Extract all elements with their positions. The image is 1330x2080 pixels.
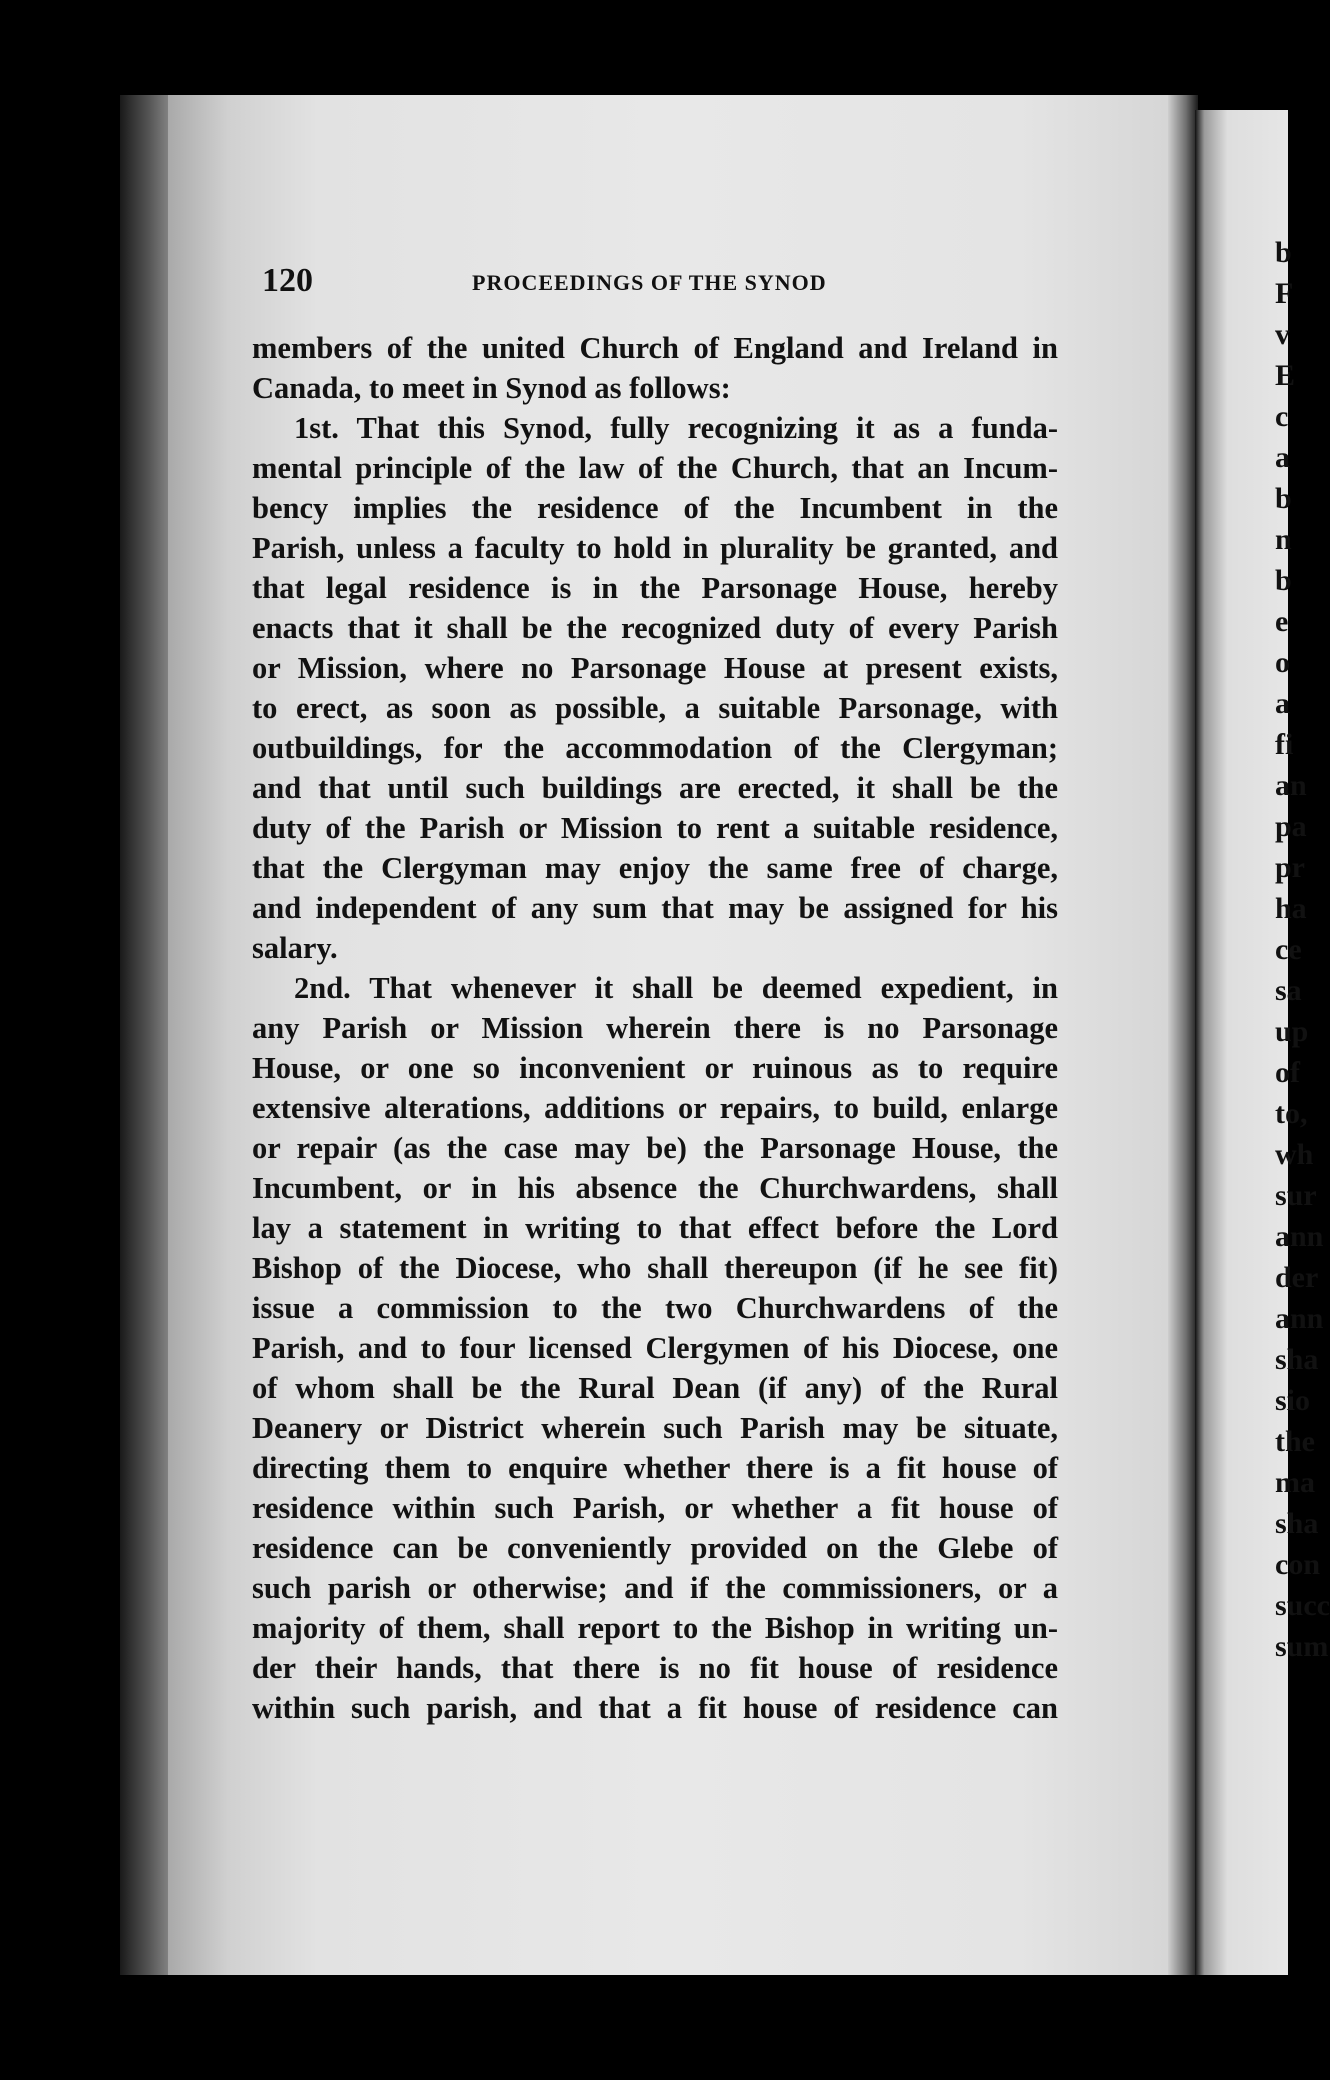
- adjacent-line-fragment: der: [1275, 1261, 1319, 1294]
- adjacent-line-fragment: ha: [1275, 892, 1307, 925]
- adjacent-line-fragment: pr: [1275, 851, 1305, 884]
- text-line: Parish, unless a faculty to hold in plurality be granted, and: [252, 531, 1058, 565]
- adjacent-line-fragment: E: [1275, 359, 1296, 392]
- text-line: and independent of any sum that may be assigned for his: [252, 891, 1058, 925]
- adjacent-line-fragment: ann: [1275, 1302, 1324, 1335]
- adjacent-line-fragment: sha: [1275, 1507, 1319, 1540]
- adjacent-line-fragment: sio: [1275, 1384, 1311, 1417]
- text-line: bency implies the residence of the Incumbent in the: [252, 491, 1058, 525]
- adjacent-line-fragment: sur: [1275, 1179, 1317, 1212]
- text-line: der their hands, that there is no fit house of residence: [252, 1651, 1058, 1685]
- text-line: majority of them, shall report to the Bishop in writing un-: [252, 1611, 1058, 1645]
- adjacent-line-fragment: up: [1275, 1015, 1309, 1048]
- adjacent-line-fragment: o: [1275, 646, 1290, 679]
- adjacent-line-fragment: sum: [1275, 1630, 1329, 1663]
- adjacent-line-fragment: sha: [1275, 1343, 1319, 1376]
- adjacent-line-fragment: F: [1275, 277, 1294, 310]
- adjacent-line-fragment: e: [1275, 605, 1289, 638]
- text-line: salary.: [252, 931, 338, 965]
- adjacent-line-fragment: fi: [1275, 728, 1294, 761]
- text-line: House, or one so inconvenient or ruinous as to require: [252, 1051, 1058, 1085]
- adjacent-line-fragment: an: [1275, 769, 1307, 802]
- text-line: residence within such Parish, or whether a fit house of: [252, 1491, 1058, 1525]
- text-line: 1st. That this Synod, fully recognizing it as a funda-: [294, 411, 1058, 445]
- adjacent-line-fragment: n: [1275, 523, 1292, 556]
- text-line: of whom shall be the Rural Dean (if any) of the Rural: [252, 1371, 1058, 1405]
- adjacent-line-fragment: con: [1275, 1548, 1320, 1581]
- text-line: Deanery or District wherein such Parish may be situate,: [252, 1411, 1058, 1445]
- text-line: outbuildings, for the accommodation of the Clergyman;: [252, 731, 1058, 765]
- text-line: issue a commission to the two Churchwardens of the: [252, 1291, 1058, 1325]
- adjacent-line-fragment: the: [1275, 1425, 1315, 1458]
- adjacent-line-fragment: succ: [1275, 1589, 1330, 1622]
- text-line: extensive alterations, additions or repairs, to build, enlarge: [252, 1091, 1058, 1125]
- adjacent-line-fragment: b: [1275, 482, 1292, 515]
- text-line: or Mission, where no Parsonage House at present exists,: [252, 651, 1058, 685]
- adjacent-line-fragment: ce: [1275, 933, 1302, 966]
- adjacent-line-fragment: of: [1275, 1056, 1300, 1089]
- adjacent-line-fragment: ma: [1275, 1466, 1315, 1499]
- text-line: lay a statement in writing to that effect before the Lord: [252, 1211, 1058, 1245]
- text-line: enacts that it shall be the recognized duty of every Parish: [252, 611, 1058, 645]
- text-line: any Parish or Mission wherein there is no Parsonage: [252, 1011, 1058, 1045]
- text-line: directing them to enquire whether there is a fit house of: [252, 1451, 1058, 1485]
- text-line: Incumbent, or in his absence the Churchwardens, shall: [252, 1171, 1058, 1205]
- text-line: Bishop of the Diocese, who shall thereupon (if he see fit): [252, 1251, 1058, 1285]
- page-stack-edge: [120, 95, 172, 1975]
- adjacent-line-fragment: ann: [1275, 1220, 1324, 1253]
- page-header: [262, 262, 1062, 302]
- adjacent-line-fragment: a: [1275, 441, 1290, 474]
- text-line: Parish, and to four licensed Clergymen of his Diocese, one: [252, 1331, 1058, 1365]
- text-line: mental principle of the law of the Church, that an Incum-: [252, 451, 1058, 485]
- adjacent-line-fragment: sa: [1275, 974, 1302, 1007]
- adjacent-line-fragment: c: [1275, 400, 1289, 433]
- text-line: within such parish, and that a fit house of residence can: [252, 1691, 1058, 1725]
- adjacent-line-fragment: b: [1275, 564, 1292, 597]
- text-line: to erect, as soon as possible, a suitable Parsonage, with: [252, 691, 1058, 725]
- adjacent-line-fragment: wh: [1275, 1138, 1314, 1171]
- adjacent-line-fragment: to,: [1275, 1097, 1308, 1130]
- page-number: 120: [262, 262, 313, 299]
- text-line: 2nd. That whenever it shall be deemed expedient, in: [294, 971, 1058, 1005]
- adjacent-line-fragment: pa: [1275, 810, 1307, 843]
- text-line: members of the united Church of England and Ireland in: [252, 331, 1058, 365]
- book-gutter: [1168, 95, 1198, 1975]
- adjacent-line-fragment: a: [1275, 687, 1290, 720]
- text-line: such parish or otherwise; and if the commissioners, or a: [252, 1571, 1058, 1605]
- adjacent-line-fragment: b: [1275, 236, 1292, 269]
- text-line: that the Clergyman may enjoy the same free of charge,: [252, 851, 1058, 885]
- text-line: that legal residence is in the Parsonage House, hereby: [252, 571, 1058, 605]
- running-head: PROCEEDINGS OF THE SYNOD: [472, 270, 827, 295]
- text-line: or repair (as the case may be) the Parsonage House, the: [252, 1131, 1058, 1165]
- text-line: and that until such buildings are erected, it shall be the: [252, 771, 1058, 805]
- text-line: Canada, to meet in Synod as follows:: [252, 371, 731, 405]
- text-line: residence can be conveniently provided on the Glebe of: [252, 1531, 1058, 1565]
- adjacent-line-fragment: v: [1275, 318, 1290, 351]
- adjacent-page: [1195, 110, 1330, 1975]
- text-line: duty of the Parish or Mission to rent a suitable residence,: [252, 811, 1058, 845]
